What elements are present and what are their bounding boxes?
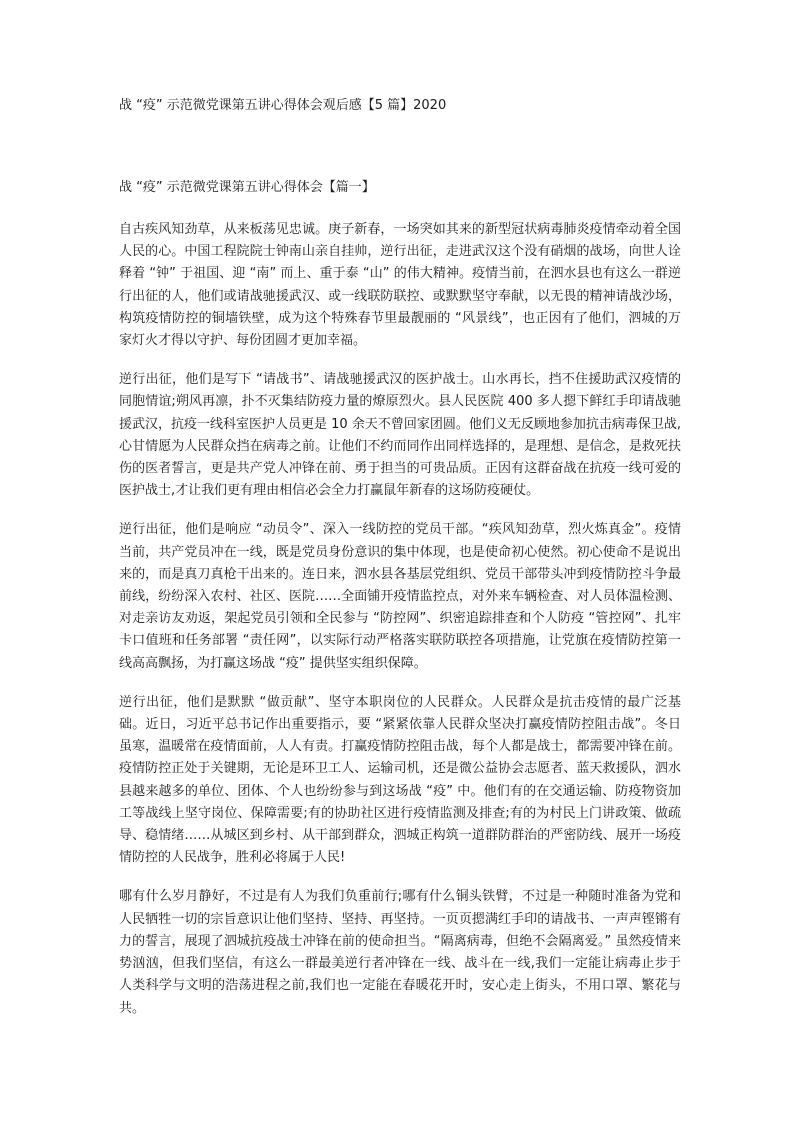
paragraph: 逆行出征，他们是写下 “请战书”、请战驰援武汉的医护战士。山水再长，挡不住援助武汉疫情的同胞情谊;朔风再凛，扑不灭集结防疫力量的燎原烈火。县人民医院 400 多人摁下鲜红手印请战驰援武汉，抗疫一线科室医护人员更是 10 余天不曾回家团圆。他们义无反顾地参加抗击病毒保卫战,心甘情愿为人民群众挡在病毒之前。让他们不约而同作出同样选择的，是理想、是信念，是救死扶伤的医者誓言，更是共产党人冲锋在前、勇于担当的可贵品质。正因有这群奋战在抗疫一线可爱的医护战士,才让我们更有理由相信必会全力打赢鼠年新春的这场防疫硬仗。: [119, 372, 681, 499]
paragraph: 逆行出征，他们是默默 “做贡献”、坚守本职岗位的人民群众。人民群众是抗击疫情的最广泛基础。近日，习近平总书记作出重要指示，要 “紧紧依靠人民群众坚决打赢疫情防控阻击战”。冬日虽寒，温暖常在疫情面前，人人有责。打赢疫情防控阻击战，每个人都是战士，都需要冲锋在前。疫情防控正处于关键期，无论是环卫工人、运输司机，还是微公益协会志愿者、蓝天救援队，泗水县越来越多的单位、团体、个人也纷纷参与到这场战 “疫” 中。他们有的在交通运输、防疫物资加工等战线上坚守岗位、保障需要;有的协助社区进行疫情监测及排查;有的为村民上门讲政策、做疏导、稳情绪……从城区到乡村、从干部到群众，泗城正构筑一道群防群治的严密防线、展开一场疫情防控的人民战争，胜利必将属于人民!: [119, 694, 681, 866]
paragraph: 自古疾风知劲草，从来板荡见忠诚。庚子新春，一场突如其来的新型冠状病毒肺炎疫情牵动着全国人民的心。中国工程院院士钟南山亲自挂帅，逆行出征，走进武汉这个没有硝烟的战场，向世人诠释着 “钟” 于祖国、迎 “南” 而上、重于泰 “山” 的伟大精神。疫情当前，在泗水县也有这么一群逆行出征的人，他们或请战驰援武汉、或一线联防联控、或默默坚守奉献，以无畏的精神请战沙场，构筑疫情防控的铜墙铁壁，成为这个特殊春节里最靓丽的 “风景线”，也正因有了他们，泗城的万家灯火才得以守护、每份团圆才更加幸福。: [119, 222, 681, 349]
paragraph: 哪有什么岁月静好，不过是有人为我们负重前行;哪有什么铜头铁臂，不过是一种随时准备为党和人民牺牲一切的宗旨意识让他们坚持、坚持、再坚持。一页页摁满红手印的请战书、一声声铿锵有力的誓言，展现了泗城抗疫战士冲锋在前的使命担当。“隔离病毒，但绝不会隔离爱。” 虽然疫情来势汹汹，但我们坚信，有这么一群最美逆行者冲锋在一线、战斗在一线,我们一定能让病毒止步于人类科学与文明的浩荡进程之前,我们也一定能在春暖花开时，安心走上街头，不用口罩、繁花与共。: [119, 889, 681, 1016]
section-heading: 战 “疫” 示范微党课第五讲心得体会【篇一】: [119, 180, 375, 195]
document-title: 战 “疫” 示范微党课第五讲心得体会观后感【5 篇】2020: [119, 98, 447, 113]
document-body: [119, 219, 681, 1037]
paragraph: 逆行出征，他们是响应 “动员令”、深入一线防控的党员干部。“疾风知劲草，烈火炼真金”。疫情当前，共产党员冲在一线，既是党员身份意识的集中体现，也是使命初心使然。初心使命不是说出来的，而是真刀真枪干出来的。连日来，泗水县各基层党组织、党员干部带头冲到疫情防控斗争最前线，纷纷深入农村、社区、医院……全面铺开疫情监控点，对外来车辆检查、对人员体温检测、对走亲访友劝返，架起党员引领和全民参与 “防控网”、织密追踪排查和个人防疫 “管控网”、扎牢卡口值班和任务部署 “责任网”，以实际行动严格落实联防联控各项措施，让党旗在疫情防控第一线高高飘扬，为打赢这场战 “疫” 提供坚实组织保障。: [119, 522, 681, 671]
